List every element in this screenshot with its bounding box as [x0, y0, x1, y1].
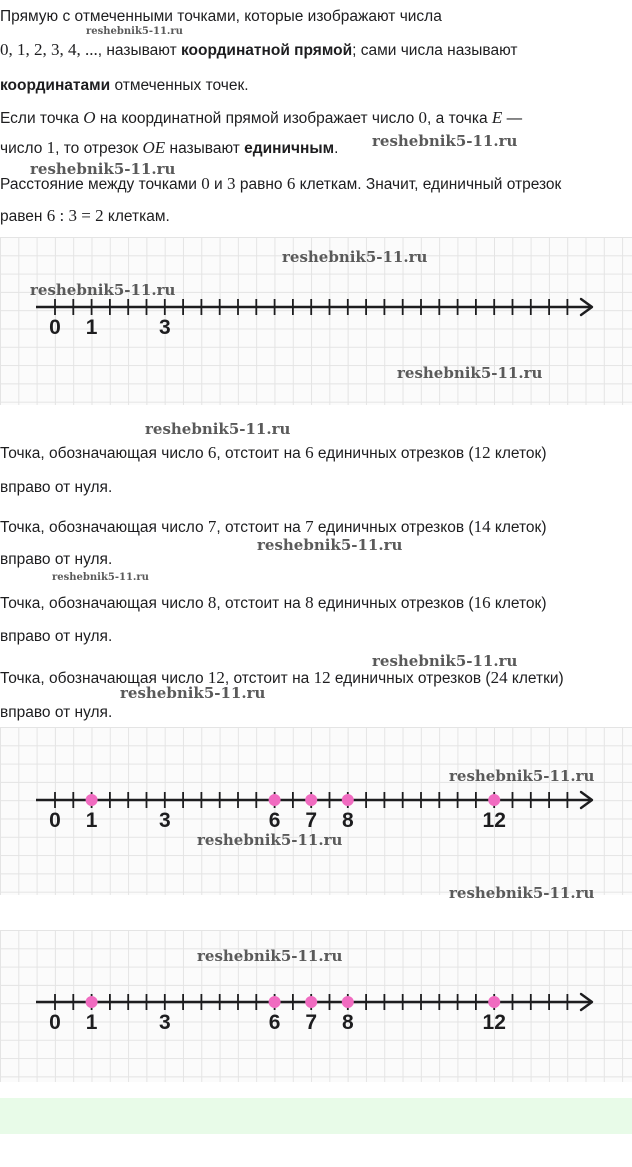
watermark: reshebnik5-11.ru	[197, 831, 343, 849]
tick-label: 7	[305, 809, 318, 832]
point-6-line-1: Точка, обозначающая число 6, отстоит на 6 единичных отрезков (12 клеток)	[0, 443, 547, 462]
number-line-figure-2	[0, 727, 632, 895]
point-7-line-2: вправо от нуля.	[0, 551, 113, 568]
tick-label: 0	[49, 1011, 61, 1034]
point-marker	[342, 996, 354, 1008]
tick-label: 6	[268, 1011, 281, 1034]
point-12-line-1: Точка, обозначающая число 12, отстоит на 12 единичных отрезков (24 клетки)	[0, 668, 564, 687]
tick-label: 12	[482, 809, 506, 832]
tick-label: 0	[49, 809, 61, 832]
point-marker	[305, 794, 317, 806]
point-marker	[488, 794, 500, 806]
watermark: reshebnik5-11.ru	[30, 160, 176, 178]
tick-label: 3	[158, 1011, 171, 1034]
point-marker	[86, 794, 98, 806]
watermark: reshebnik5-11.ru	[197, 947, 343, 965]
watermark: reshebnik5-11.ru	[257, 536, 403, 554]
watermark: reshebnik5-11.ru	[449, 884, 595, 902]
watermark: reshebnik5-11.ru	[52, 572, 149, 583]
tick-label: 6	[268, 809, 281, 832]
tick-label: 1	[85, 809, 98, 832]
point-7-line-1: Точка, обозначающая число 7, отстоит на 7 единичных отрезков (14 клеток)	[0, 517, 547, 536]
intro-line-1: Прямую с отмеченными точками, которые изображают числа	[0, 8, 442, 25]
point-8-line-1: Точка, обозначающая число 8, отстоит на 8 единичных отрезков (16 клеток)	[0, 593, 547, 612]
point-12-line-2: вправо от нуля.	[0, 704, 113, 721]
tick-label: 0	[49, 316, 61, 339]
tick-label: 12	[482, 1011, 506, 1034]
distance-line-1: Расстояние между точками 0 и 3 равно 6 клеткам. Значит, единичный отрезок	[0, 174, 562, 193]
tick-label: 8	[341, 809, 354, 832]
watermark: reshebnik5-11.ru	[372, 132, 518, 150]
point-6-line-2: вправо от нуля.	[0, 479, 113, 496]
point-8-line-2: вправо от нуля.	[0, 628, 113, 645]
bottom-banner	[0, 1098, 632, 1134]
tick-label: 3	[158, 809, 171, 832]
number-line-2	[0, 727, 632, 895]
tick-label: 7	[305, 1011, 318, 1034]
watermark: reshebnik5-11.ru	[86, 26, 183, 37]
point-marker	[269, 794, 281, 806]
tick-label: 1	[85, 1011, 98, 1034]
unit-line-2: число 1, то отрезок OE называют единичным.	[0, 138, 339, 157]
intro-line-2: 0, 1, 2, 3, 4, ..., называют координатной прямой; сами числа называют	[0, 40, 518, 59]
watermark: reshebnik5-11.ru	[145, 420, 291, 438]
distance-line-2: равен 6 : 3 = 2 клеткам.	[0, 206, 170, 225]
point-marker	[342, 794, 354, 806]
intro-line-3: координатами отмеченных точек.	[0, 77, 249, 94]
point-marker	[305, 996, 317, 1008]
point-marker	[269, 996, 281, 1008]
point-marker	[86, 996, 98, 1008]
point-marker	[488, 996, 500, 1008]
watermark: reshebnik5-11.ru	[449, 767, 595, 785]
watermark: reshebnik5-11.ru	[282, 248, 428, 266]
watermark: reshebnik5-11.ru	[397, 364, 543, 382]
tick-label: 3	[158, 316, 171, 339]
tick-label: 8	[341, 1011, 354, 1034]
unit-line-1: Если точка O на координатной прямой изображает число 0, а точка E —	[0, 108, 523, 127]
tick-label: 1	[85, 316, 98, 339]
watermark: reshebnik5-11.ru	[120, 684, 266, 702]
watermark: reshebnik5-11.ru	[30, 281, 176, 299]
watermark: reshebnik5-11.ru	[372, 652, 518, 670]
